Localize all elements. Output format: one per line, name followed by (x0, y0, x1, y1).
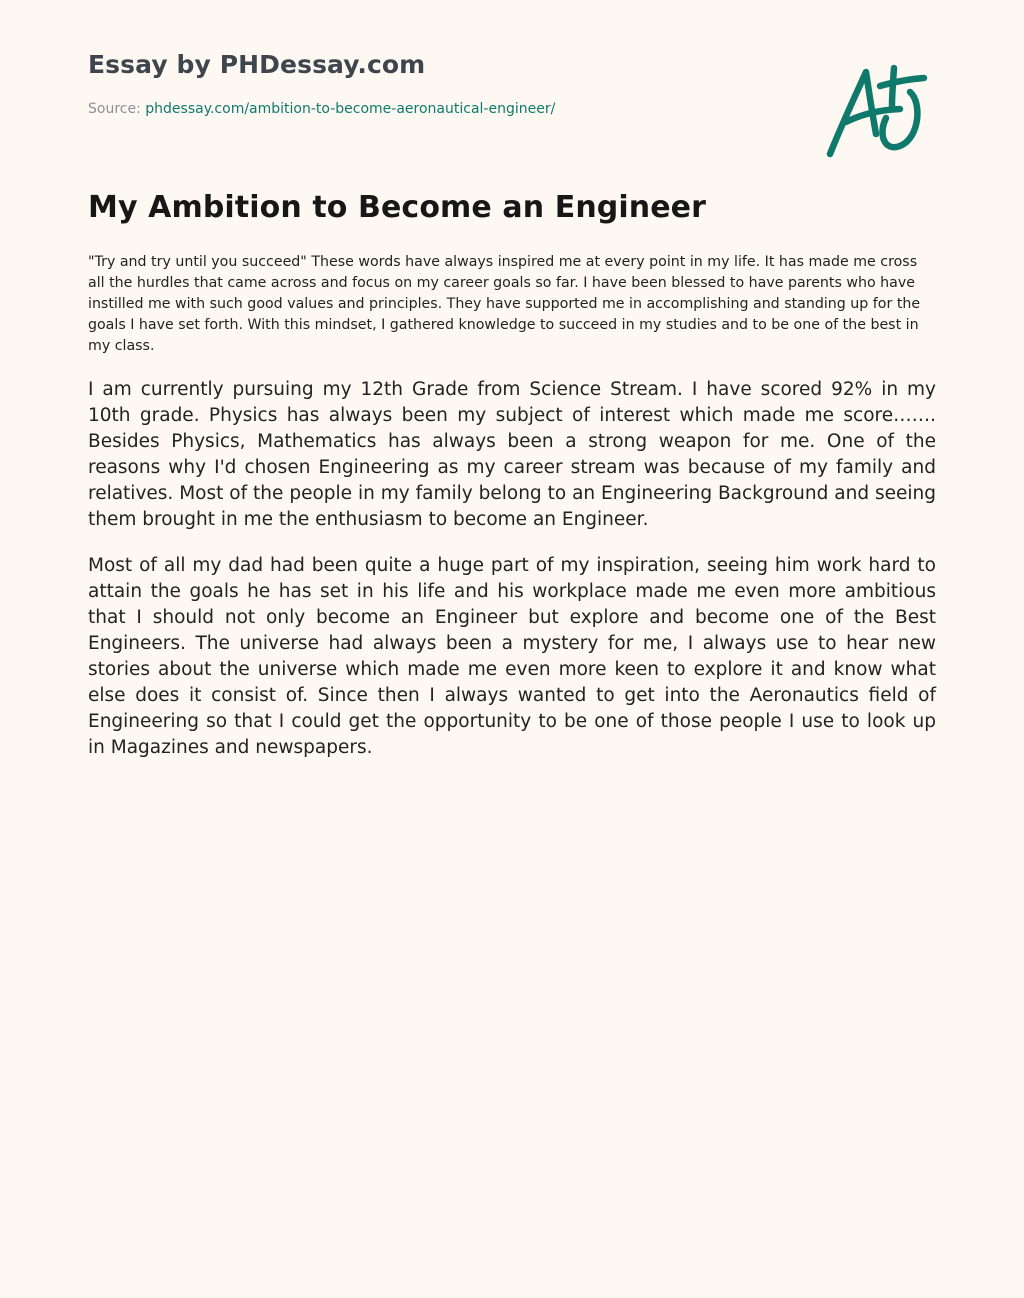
source-line (88, 101, 555, 117)
a-plus-grade-icon (822, 62, 930, 160)
plus-horizontal-stroke (880, 78, 924, 86)
essay-paragraph: I am currently pursuing my 12th Grade from Science Stream. I have scored 92% in my 10th grade. Physics has always been my subject of interest which made me score……. Besides Physics, Mathematics has always been a strong weapon for me. One of the reasons why I'd chosen Engineering as my career stream was because of my family and relatives. Most of the people in my family belong to an Engineering Background and seeing them brought in me the enthusiasm to become an Engineer. (88, 379, 936, 530)
essay-title: My Ambition to Become an Engineer (88, 190, 706, 225)
site-brand: Essay by PHDessay.com (88, 50, 426, 79)
essay-paragraph: Most of all my dad had been quite a huge part of my inspiration, seeing him work hard to attain the goals he has set in his life and his workplace made me even more ambitious that I should not only become an Engineer but explore and become one of the Best Engineers. The universe had always been a mystery for me, I always use to hear new stories about the universe which made me even more keen to explore it and know what else does it consist of. Since then I always wanted to get into the Aeronautics field of Engineering so that I could get the opportunity to be one of those people I use to look up in Magazines and newspapers. (88, 555, 936, 758)
essay-intro: "Try and try until you succeed" These words have always inspired me at every point in my life. It has made me cross all the hurdles that came across and focus on my career goals so far. I have been blessed to have parents who have instilled me with such good values and principles. They have supported me in accomplishing and standing up for the goals I have set forth. With this mindset, I gathered knowledge to succeed in my studies and to be one of the best in my class. (88, 254, 921, 354)
source-label: Source: (88, 101, 141, 117)
plus-tail-loop (882, 92, 917, 147)
source-link[interactable]: phdessay.com/ambition-to-become-aeronautical-engineer/ (145, 101, 556, 117)
plus-vertical-stroke (892, 68, 894, 106)
